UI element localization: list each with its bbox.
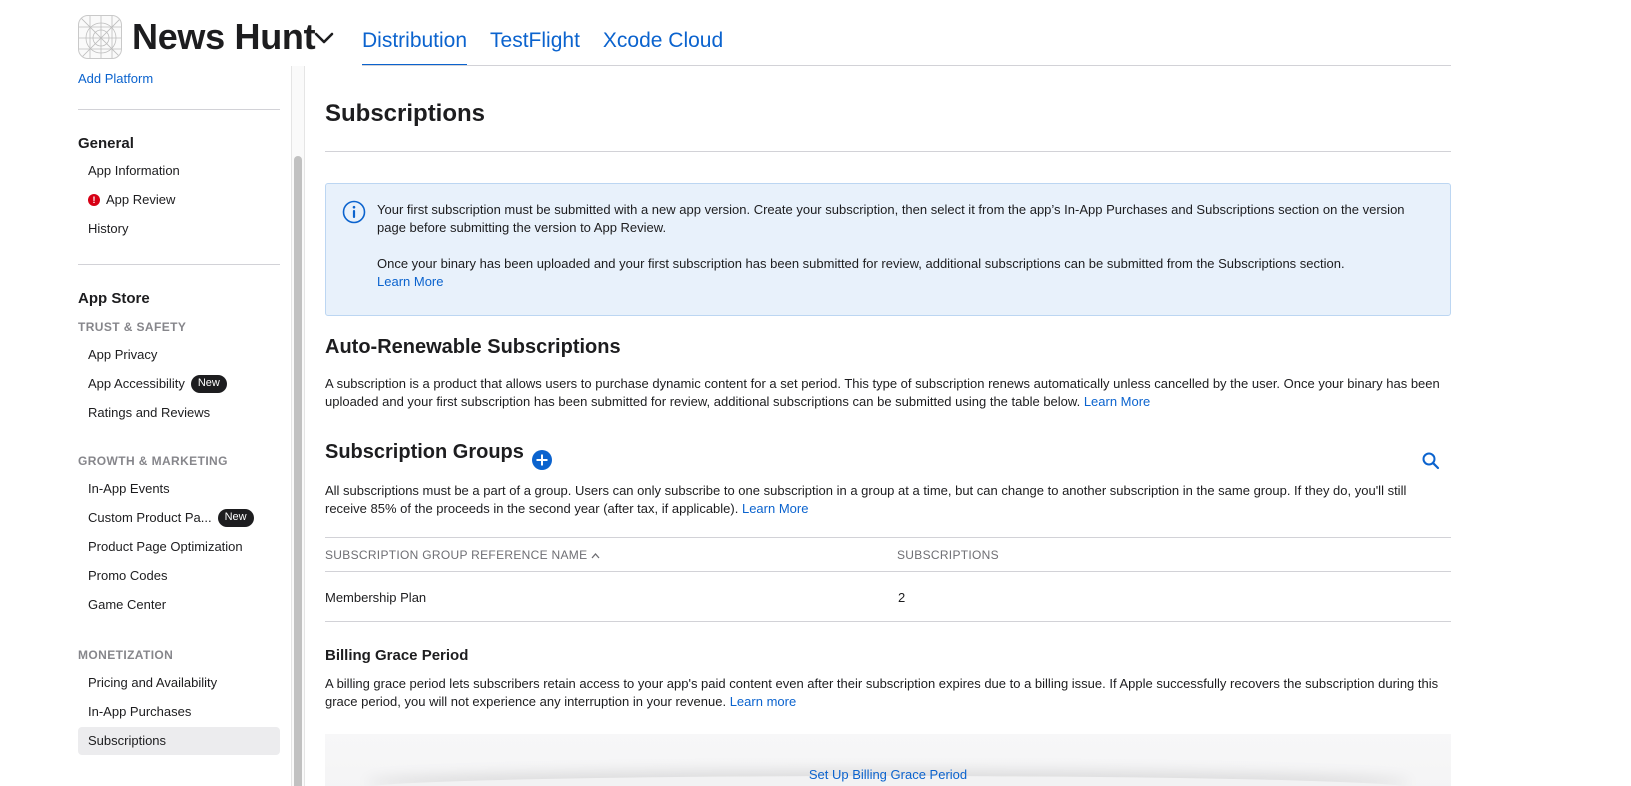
title-divider [325,151,1451,152]
auto-renewable-heading: Auto-Renewable Subscriptions [325,336,621,358]
info-icon [342,200,366,224]
sidebar-item-label: Ratings and Reviews [88,405,211,420]
subscription-groups-learn-more-link[interactable]: Learn More [741,501,809,516]
sidebar-item-app-review[interactable] [78,186,280,214]
sidebar-item-label: App Review [106,192,176,207]
table-top-border [325,537,1451,538]
billing-grace-text: A billing grace period lets subscribers retain access to your app's paid content even after their subscription expires due to a billing issue. If Apple successfully recovers the subscription during this grace period, you will not experience any interruption in your revenue. [325,676,1439,709]
tab-testflight[interactable]: TestFlight [490,29,580,52]
sidebar-item-custom-product-pages[interactable] [78,504,280,532]
page-title: Subscriptions [325,100,486,127]
membership-plan-link[interactable]: Membership Plan [325,590,427,605]
sidebar-item-label: Pricing and Availability [88,675,218,690]
sidebar-item-history[interactable] [78,215,280,243]
column-header-subscriptions[interactable]: SUBSCRIPTIONS [897,548,999,562]
subscription-groups-heading: Subscription Groups [325,441,524,463]
sidebar-scrollbar-thumb[interactable] [294,156,302,786]
table-bottom-border [325,621,1451,622]
sidebar-item-label: App Accessibility [88,376,185,391]
info-learn-more-link[interactable]: Learn More [377,274,444,289]
sidebar-item-product-page-optimization[interactable] [78,533,280,561]
sidebar-item-game-center[interactable] [78,591,280,619]
subscription-groups-text: All subscriptions must be a part of a group. Users can only subscribe to one subscription in a group at a time, but can change to another subscription in the same group. If they do, you'll still receive 85% of the proceeds in the second year (after tax, if applicable). [325,483,1407,516]
sidebar-item-ratings-reviews[interactable] [78,399,280,427]
plus-circle-icon[interactable] [531,449,553,471]
auto-renewable-learn-more-link[interactable]: Learn More [1083,394,1151,409]
sidebar-item-in-app-purchases[interactable] [78,698,280,726]
app-name[interactable]: News Hunt [132,16,316,57]
billing-grace-description [325,675,1451,711]
column-header-group-name[interactable] [325,548,600,562]
sidebar-divider [78,264,280,265]
sidebar-heading-general: General [78,135,134,152]
table-header-border [325,571,1451,572]
add-platform-link[interactable]: Add Platform [78,71,154,86]
sidebar-heading-app-store: App Store [78,290,150,307]
sidebar-item-app-accessibility[interactable] [78,370,280,398]
subscription-count: 2 [898,590,906,605]
sidebar-section-growth-marketing: GROWTH & MARKETING [78,454,228,468]
header-divider [362,65,1451,66]
sidebar-item-label: In-App Purchases [88,704,192,719]
chevron-down-icon[interactable] [313,27,335,49]
sidebar-item-label: Game Center [88,597,167,612]
column-header-label: SUBSCRIPTION GROUP REFERENCE NAME [325,548,588,562]
sidebar-item-subscriptions[interactable] [78,727,280,755]
sidebar-section-trust-safety: TRUST & SAFETY [78,320,187,334]
alert-icon: ! [88,194,100,206]
top-tabs [362,0,746,66]
subscription-groups-description [325,482,1451,518]
sidebar-divider [78,109,280,110]
sidebar-item-label: Promo Codes [88,568,168,583]
billing-grace-setup-wrapper [325,767,1451,782]
sidebar-item-label: History [88,221,129,236]
sidebar-item-in-app-events[interactable] [78,475,280,503]
sidebar-item-label: In-App Events [88,481,170,496]
app-icon[interactable] [78,15,122,59]
sidebar-item-label: Custom Product Pa... [88,510,212,525]
sidebar-item-pricing-availability[interactable] [78,669,280,697]
new-badge: New [218,509,254,527]
sidebar-item-app-information[interactable] [78,157,280,185]
header [0,0,1631,66]
sidebar-item-label: Product Page Optimization [88,539,243,554]
info-text-second-body: Once your binary has been uploaded and your first subscription has been submitted for review, additional subscriptions can be submitted from the Subscriptions section. [377,256,1345,271]
auto-renewable-text: A subscription is a product that allows users to purchase dynamic content for a set period. This type of subscription renews automatically unless cancelled by the user. Once your binary has been uploaded and your first subscription has been submitted for review, additional subscriptions can be submitted using the table below. [325,376,1440,409]
sort-ascending-icon [591,552,600,559]
billing-grace-learn-more-link[interactable]: Learn more [729,694,797,709]
info-banner [325,183,1451,316]
sidebar-section-monetization: MONETIZATION [78,648,174,662]
setup-billing-grace-button[interactable]: Set Up Billing Grace Period [808,767,968,782]
info-text-first: Your first subscription must be submitted with a new app version. Create your subscription, then select it from the app’s In-App Purchases and Subscriptions section on the version page before submitting the version to App Review. [377,202,1405,235]
search-icon[interactable] [1421,451,1441,471]
sidebar-item-label: App Information [88,163,180,178]
new-badge: New [191,375,227,393]
tab-distribution[interactable]: Distribution [362,0,467,66]
tab-xcode-cloud[interactable]: Xcode Cloud [602,29,724,52]
sidebar-item-promo-codes[interactable] [78,562,280,590]
auto-renewable-description [325,375,1451,411]
sidebar-item-app-privacy[interactable] [78,341,280,369]
info-text-second [377,255,1437,291]
billing-grace-heading: Billing Grace Period [325,647,469,664]
sidebar-item-label: App Privacy [88,347,158,362]
sidebar-item-label: Subscriptions [88,733,167,748]
sidebar [0,66,303,786]
